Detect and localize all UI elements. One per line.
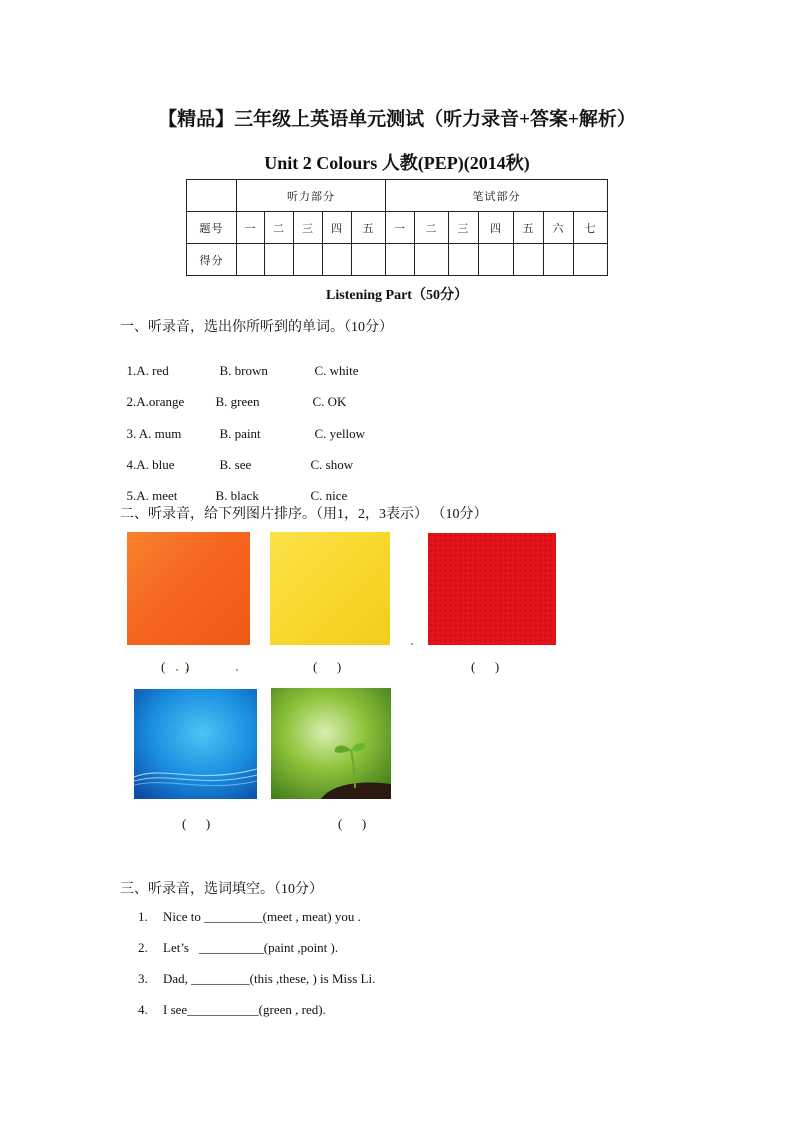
- option-b: B. paint: [219, 426, 261, 441]
- score-table-corner-cell: [187, 180, 237, 212]
- order-blank-3[interactable]: ( ): [471, 659, 500, 674]
- stray-dot: [411, 643, 413, 645]
- writing-header-cell: 笔试部分: [386, 180, 608, 212]
- listening-header-cell: 听力部分: [237, 180, 386, 212]
- option-a: 4.A. blue: [126, 457, 175, 472]
- fill-item-3-number: 3.: [138, 971, 148, 986]
- question-label-cell: 题号: [187, 212, 237, 244]
- score-cell[interactable]: [323, 244, 352, 276]
- option-c: C. white: [314, 363, 359, 378]
- order-blank-5[interactable]: ( ): [338, 816, 367, 831]
- listening-number-cell: 一: [237, 212, 265, 244]
- option-c: C. show: [310, 457, 354, 472]
- writing-number-cell: 一: [386, 212, 415, 244]
- option-a: 5.A. meet: [126, 488, 178, 503]
- fill-item-3-text[interactable]: Dad, _________(this ,these, ) is Miss Li.: [163, 971, 376, 986]
- score-cell[interactable]: [415, 244, 449, 276]
- option-b: B. see: [219, 457, 252, 472]
- writing-number-cell: 七: [574, 212, 608, 244]
- question-number-row: [187, 212, 608, 244]
- order-blank-4[interactable]: ( ): [182, 816, 211, 831]
- yellow-swatch: [270, 532, 390, 645]
- stray-dot: [236, 669, 238, 671]
- score-label-cell: 得分: [187, 244, 237, 276]
- score-cell[interactable]: [237, 244, 265, 276]
- option-a: 3. A. mum: [126, 426, 182, 441]
- listening-number-cell: 三: [294, 212, 323, 244]
- section3-title: 三、听录音，选词填空。（10分）: [120, 882, 323, 897]
- section1-title: 一、听录音，选出你所听到的单词。（10分）: [120, 320, 393, 335]
- option-c: C. yellow: [314, 426, 366, 441]
- score-table: [186, 179, 608, 276]
- listening-number-cell: 二: [265, 212, 294, 244]
- writing-number-cell: 三: [449, 212, 479, 244]
- green-color-picture: [271, 688, 391, 799]
- orange-swatch: [127, 532, 250, 645]
- question-4: [120, 441, 353, 473]
- blue-wave-image: [134, 689, 257, 799]
- score-cell[interactable]: [514, 244, 544, 276]
- score-cell[interactable]: [294, 244, 323, 276]
- option-a: 1.A. red: [126, 363, 169, 378]
- score-cell[interactable]: [479, 244, 514, 276]
- option-c: C. OK: [312, 394, 347, 409]
- blue-color-picture: [134, 689, 257, 799]
- document-title: 【精品】三年级上英语单元测试（听力录音+答案+解析）: [158, 109, 636, 130]
- writing-number-cell: 二: [415, 212, 449, 244]
- writing-number-cell: 四: [479, 212, 514, 244]
- fill-item-1-number: 1.: [138, 909, 148, 924]
- yellow-color-picture: [270, 532, 390, 645]
- option-a: 2.A.orange: [126, 394, 185, 409]
- question-1: [120, 347, 359, 379]
- red-color-picture: [428, 533, 556, 645]
- fill-item-1-text[interactable]: Nice to _________(meet , meat) you .: [163, 909, 361, 924]
- section2-title: 二、听录音，给下列图片排序。（用1，2，3表示） （10分）: [120, 507, 488, 522]
- writing-number-cell: 五: [514, 212, 544, 244]
- red-swatch: [428, 533, 556, 645]
- option-b: B. brown: [219, 363, 268, 378]
- fill-item-2-number: 2.: [138, 940, 148, 955]
- score-row: [187, 244, 608, 276]
- orange-color-picture: [127, 532, 250, 645]
- question-2: [120, 378, 346, 410]
- document-subtitle: Unit 2 Colours 人教(PEP)(2014秋): [264, 153, 530, 173]
- score-cell[interactable]: [574, 244, 608, 276]
- score-cell[interactable]: [544, 244, 574, 276]
- score-cell[interactable]: [265, 244, 294, 276]
- score-cell[interactable]: [352, 244, 386, 276]
- listening-part-title: Listening Part（50分）: [326, 288, 468, 303]
- option-b: B. black: [215, 488, 259, 503]
- order-blank-2[interactable]: ( ): [313, 659, 342, 674]
- sprout-image: [271, 688, 391, 799]
- option-c: C. nice: [310, 488, 348, 503]
- score-cell[interactable]: [386, 244, 415, 276]
- score-cell[interactable]: [449, 244, 479, 276]
- option-b: B. green: [215, 394, 260, 409]
- score-table-header-row: [187, 180, 608, 212]
- order-blank-1[interactable]: ( ): [161, 659, 190, 674]
- listening-number-cell: 四: [323, 212, 352, 244]
- question-5: [120, 472, 347, 504]
- fill-item-4-number: 4.: [138, 1002, 148, 1017]
- fill-item-4-text[interactable]: I see___________(green , red).: [163, 1002, 326, 1017]
- question-3: [120, 410, 365, 442]
- writing-number-cell: 六: [544, 212, 574, 244]
- fill-item-2-text[interactable]: Let’s __________(paint ,point ).: [163, 940, 339, 955]
- listening-number-cell: 五: [352, 212, 386, 244]
